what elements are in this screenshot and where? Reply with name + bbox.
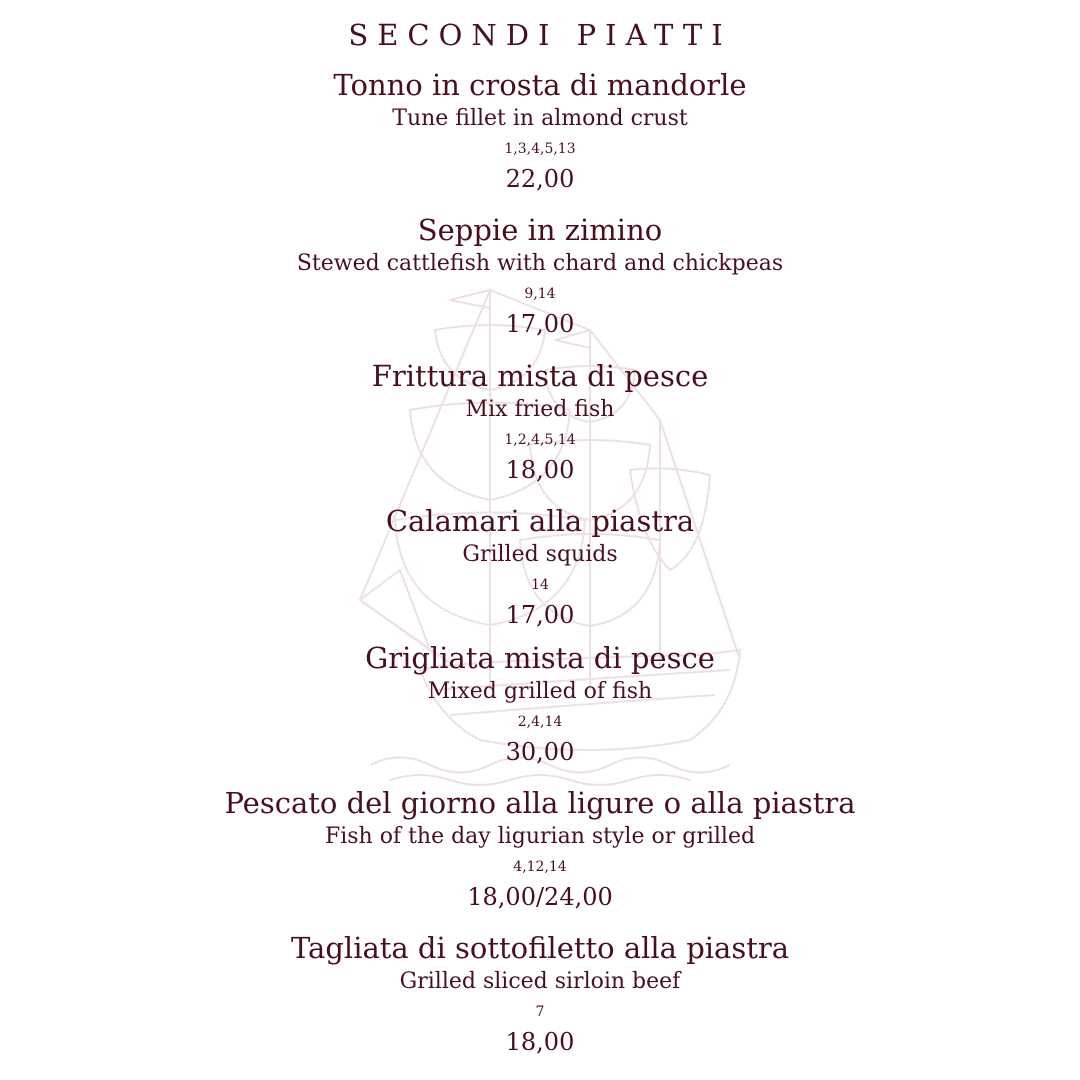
dish-name: Calamari alla piastra (385, 504, 695, 538)
dish-allergens: 1,2,4,5,14 (504, 432, 576, 448)
dish-name: Pescato del giorno alla ligure o alla piastra (224, 786, 856, 820)
dish-name: Grigliata mista di pesce (365, 641, 715, 675)
menu-item (0, 66, 1080, 194)
dish-description: Fish of the day ligurian style or grilled (324, 824, 756, 849)
dish-price: 18,00/24,00 (467, 883, 613, 911)
menu-item (0, 929, 1080, 1057)
dish-allergens: 4,12,14 (513, 859, 567, 875)
section-title: SECONDI PIATTI (348, 18, 732, 52)
dish-description: Mix fried fish (465, 397, 615, 422)
dish-name: Tagliata di sottofiletto alla piastra (290, 931, 790, 965)
menu-item (0, 784, 1080, 912)
dish-allergens: 1,3,4,5,13 (504, 141, 576, 157)
dish-allergens: 7 (535, 1004, 545, 1020)
dish-name: Tonno in crosta di mandorle (333, 68, 747, 102)
menu-item (0, 639, 1080, 767)
menu-item (0, 211, 1080, 339)
dish-allergens: 9,14 (524, 286, 556, 302)
dish-description: Tune fillet in almond crust (392, 106, 688, 131)
dish-price: 17,00 (505, 310, 575, 338)
dish-description: Mixed grilled of fish (427, 679, 653, 704)
dish-allergens: 14 (531, 577, 549, 593)
dish-price: 18,00 (505, 1028, 575, 1056)
dish-price: 17,00 (505, 601, 575, 629)
dish-description: Stewed cattlefish with chard and chickpeas (296, 251, 784, 276)
dish-price: 22,00 (505, 165, 575, 193)
dish-name: Seppie in zimino (417, 213, 663, 247)
dish-price: 30,00 (505, 738, 575, 766)
menu-item (0, 502, 1080, 630)
dish-price: 18,00 (505, 456, 575, 484)
dish-description: Grilled sliced sirloin beef (399, 969, 681, 994)
dish-description: Grilled squids (462, 542, 618, 567)
menu-item (0, 357, 1080, 485)
dish-allergens: 2,4,14 (517, 714, 563, 730)
dish-name: Frittura mista di pesce (371, 359, 709, 393)
